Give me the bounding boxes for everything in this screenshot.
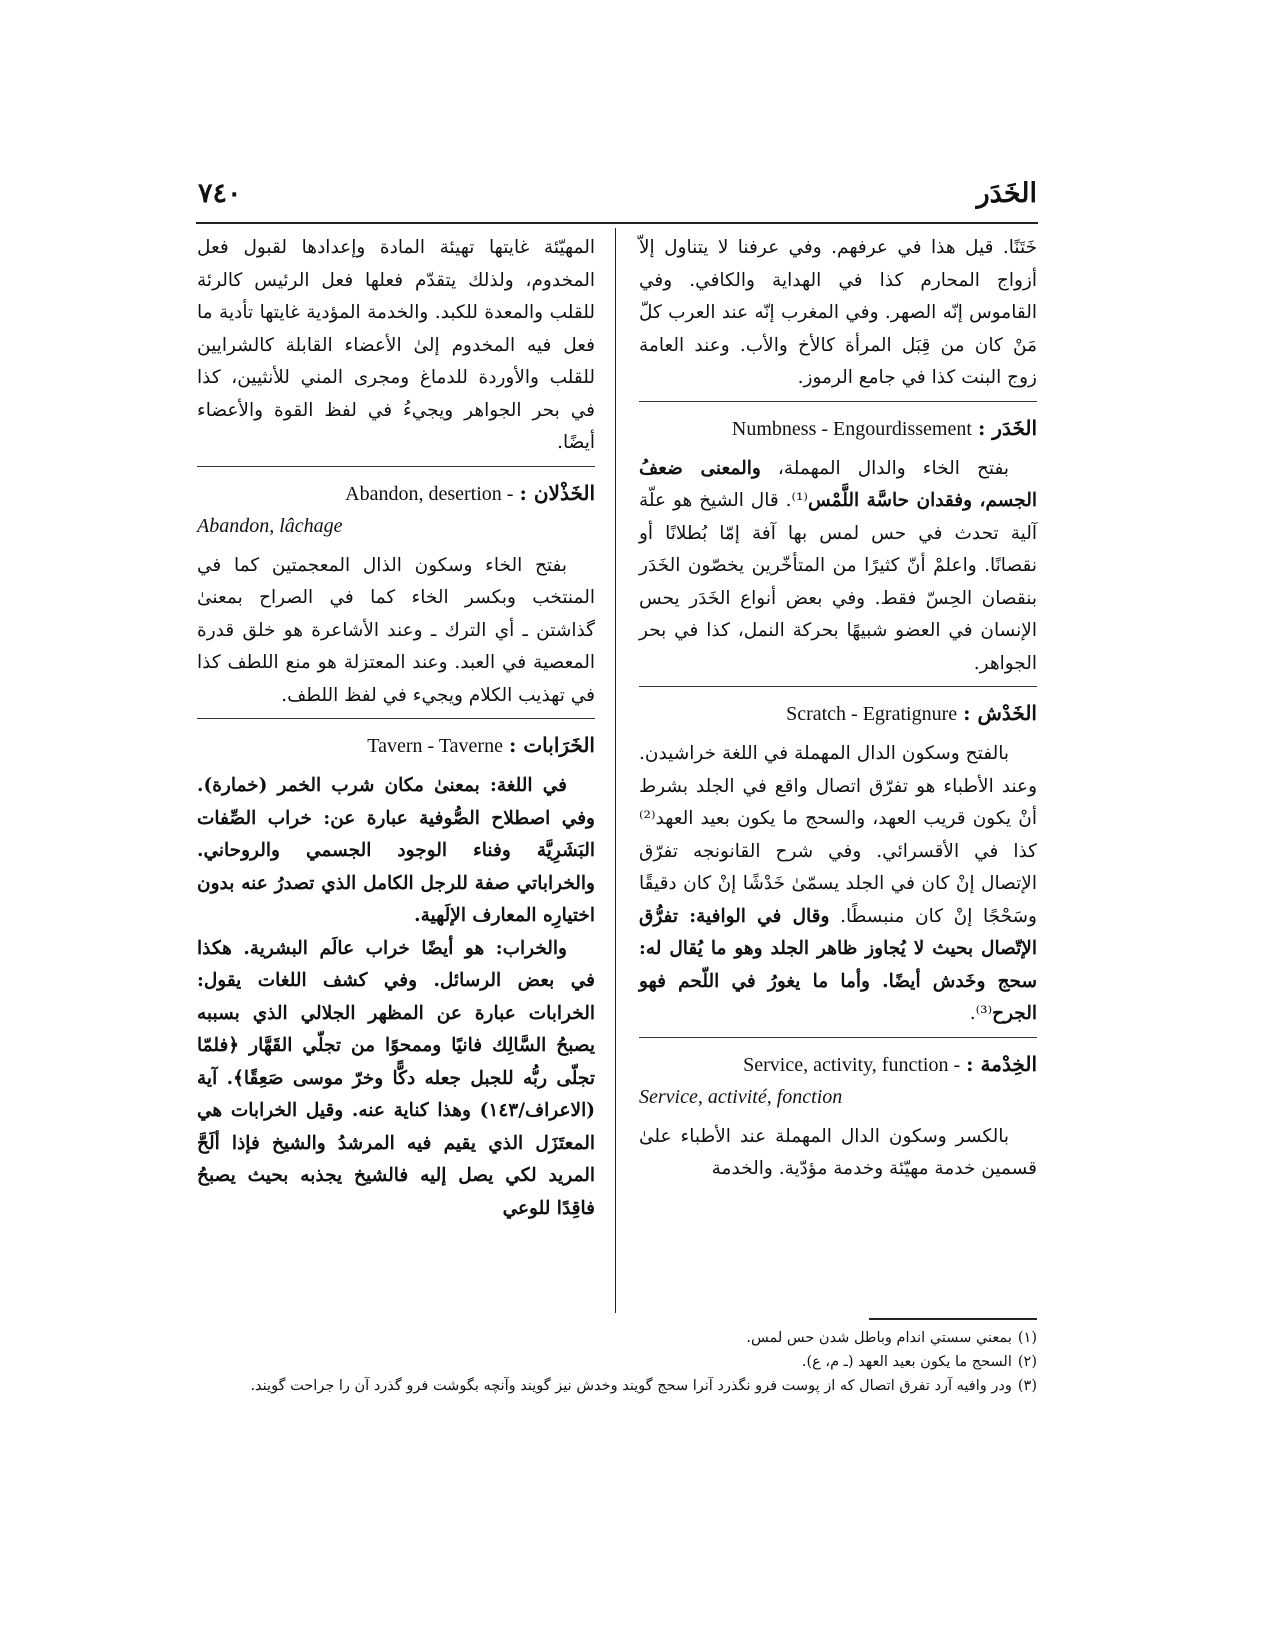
footnote: (١)بمعني سستي اندام وباطل شدن حس لمس. <box>746 1330 1037 1346</box>
entry-separator <box>639 686 1037 687</box>
entry-translation: Numbness - Engourdissement <box>731 417 972 440</box>
entry-body: بالفتح وسكون الدال المهملة في اللغة خراشيدن. وعند الأطباء هو تفرّق اتصال واقع في الجلد بشرط أنْ يكون قريب العهد، والسحج ما يكون بعيد العهد⁽²⁾ كذا في الأقسرائي. وفي شرح القانونجه تفرّق الإتصال إنْ كان في الجلد يسمّىٰ خَدْشًا إنْ كان دقيقًا وسَحْجًا إنْ كان منبسطًا. وقال في الوافية: تفرُّق الإتّصال بحيث لا يُجاوز ظاهر الجلد وهو ما يُقال له: سحج وخَدش أيضًا. وأما ما يغورُ في اللّحم فهو الجرح⁽³⁾. <box>639 743 1037 1024</box>
entry-translation: Abandon, desertion - <box>345 482 514 505</box>
entry-headword: الخِدْمة : <box>966 1051 1037 1076</box>
continued-paragraph: خَتَنًا. قيل هذا في عرفهم. وفي عرفنا لا يتناول إلاّ أزواج المحارم كذا في الهداية والكافي. وفي القاموس إنّه الصهر. وفي المغرب إنّه عند العرب كلّ مَنْ كان من قِبَل المرأة كالأخ والأب. وعند العامة زوج البنت كذا في جامع الرموز. <box>639 237 1037 388</box>
footnote: (٢)السحج ما يكون بعيد العهد (ـ م، ع). <box>801 1354 1037 1370</box>
entry-translation-french: Abandon, lâchage <box>197 514 343 537</box>
entry-headword: الخَدْش : <box>963 701 1037 725</box>
page-number: ٧٤٠ <box>198 178 242 209</box>
entry-body: بالكسر وسكون الدال المهملة عند الأطباء علىٰ قسمين خدمة مهيّئة وخدمة مؤدّية. والخدمة <box>639 1125 1037 1179</box>
entry-headline <box>197 729 595 762</box>
entry-separator <box>639 1037 1037 1038</box>
entry-translation: Scratch - Egratignure <box>786 703 958 725</box>
footnote-rule <box>869 1318 1037 1320</box>
entry-body: في اللغة: بمعنىٰ مكان شرب الخمر (خمارة). وفي اصطلاح الصُّوفية عبارة عن: خراب الصِّفات البَشَرِيَّة وفناء الوجود الجسمي والروحاني. والخراباتي صفة للرجل الكامل الذي تصدرُ عنه بدون اختيارِه المعارف الإلَهية. <box>197 775 595 926</box>
entry-separator <box>197 718 595 719</box>
column-divider <box>615 228 616 1313</box>
entry-headline <box>639 412 1037 445</box>
header-rule <box>196 222 1038 224</box>
entry-khadar <box>639 412 1037 681</box>
entry-khidma <box>639 1048 1037 1186</box>
entry-body: بفتح الخاء وسكون الذال المعجمتين كما في المنتخب وبكسر الخاء كما في الصراح بمعنىٰ گذاشتن ـ أي الترك ـ وعند الأشاعرة هو خلق قدرة المعصية في العبد. وعند المعتزلة هو منع اللطف كذا في تهذيب الكلام ويجيء في لفظ اللطف. <box>197 554 595 706</box>
footnote: (٣)ودر وافيه آرد تفرق اتصال كه از پوست فرو نگذرد آنرا سحج گويند وخدش نيز گويند وآنچه بگوشت فرو گذرد آن را جراحت گويند. <box>250 1378 1037 1394</box>
entry-headword: الخَذْلان : <box>519 480 595 505</box>
footnotes <box>242 1326 1037 1398</box>
entry-translation: Service, activity, function - <box>743 1053 961 1076</box>
entry-headline <box>197 477 595 542</box>
entry-separator <box>197 466 595 467</box>
entry-body: والخراب: هو أيضًا خراب عالَم البشرية. هكذا في بعض الرسائل. وفي كشف اللغات يقول: الخرابات عبارة عن المظهر الجلالي الذي بسببه يصبحُ السَّالِك فانيًا وممحوًا من تجلّي القَهَّار ﴿فلمّا تجلّى ربُّه للجبل جعله دكًّا وخرّ موسى صَعِقًا﴾. آية (الاعراف/١٤٣) وهذا كناية عنه. وقيل الخرابات هي المعتَزَل الذي يقيم فيه المرشدُ والشيخ فإذا ألَحَّ المريد لكي يصل إليه فالشيخ يجذبه بحيث يصبحُ فاقِدًا للوعي <box>197 937 595 1219</box>
entry-khidhlan <box>197 477 595 713</box>
entry-translation-french: Service, activité, fonction <box>639 1085 843 1108</box>
entry-headline <box>639 697 1037 730</box>
entry-kharabat <box>197 729 595 1225</box>
entry-translation: Tavern - Taverne <box>367 735 503 757</box>
entry-headword: الخَدَر : <box>977 415 1037 440</box>
entry-headline <box>639 1048 1037 1113</box>
entry-body: بفتح الخاء والدال المهملة، والمعنى ضعفُ الجسم، وفقدان حاسَّة اللَّمْس⁽¹⁾. قال الشيخ هو علّة آلية تحدث في حس لمس بها آفة إمّا بُطلانًا أو نقصانًا. واعلمْ أنّ كثيرًا من المتأخّرين يخصّون الخَدَر بنقصان الحِسّ فقط. وفي بعض أنواع الخَدَر يحس الإنسان في العضو شبيهًا بحركة النمل، كذا في بحر الجواهر. <box>639 457 1037 674</box>
page-title: الخَدَر <box>976 178 1037 209</box>
left-column <box>197 232 595 1229</box>
entry-separator <box>639 401 1037 402</box>
entry-headword: الخَرَابات : <box>509 733 595 757</box>
entry-khadsh <box>639 697 1037 1031</box>
right-column <box>639 232 1037 1190</box>
continued-paragraph: المهيّئة غايتها تهيئة المادة وإعدادها لقبول فعل المخدوم، ولذلك يتقدّم فعلها فعل الرئيس كالرئة للقلب والمعدة للكبد. والخدمة المؤدية غايتها تأدية ما فعل فيه المخدوم إلىٰ الأعضاء القابلة كالشرايين للقلب والأوردة للدماغ ومجرى المني للأنثيين، كذا في بحر الجواهر ويجيءُ في لفظ القوة والأعضاء أيضًا. <box>197 237 595 453</box>
